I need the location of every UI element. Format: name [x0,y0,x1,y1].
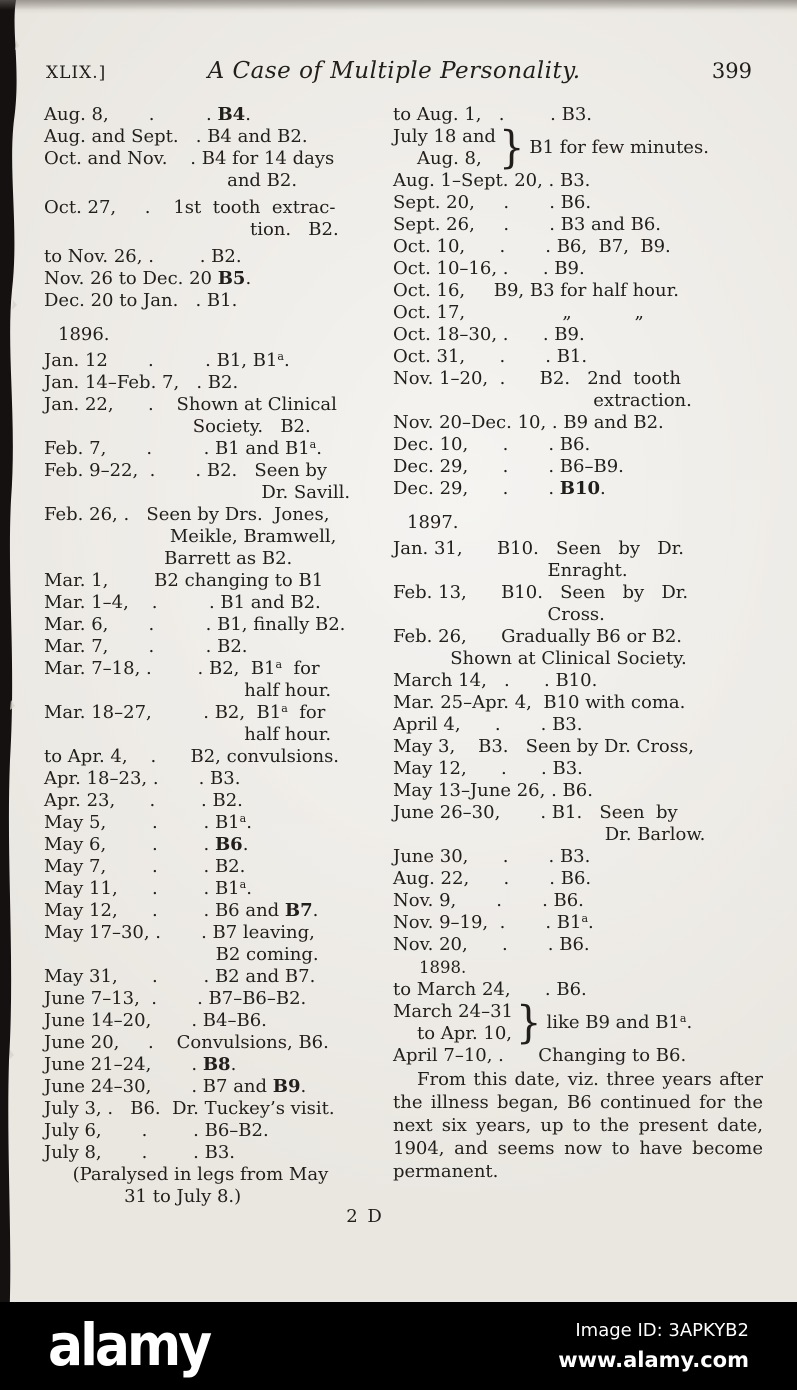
entry-line: June 26–30, . B1. Seen by [393,802,678,823]
entry-line: Society. B2. [44,416,311,437]
entry-line: to Aug. 1, . . B3. [393,104,593,125]
entry-line: Aug. and Sept. . B4 and B2. [44,126,308,147]
entry-line: half hour. [44,680,332,701]
braced-entry [393,997,777,1049]
entry-line: Oct. 10, . . B6, B7, B9. [393,236,671,257]
entry-line: Oct. 27, . 1st tooth extrac- [44,197,336,218]
entry-line: Oct. 31, . . B1. [393,346,588,367]
entry-line: Cross. [393,604,605,625]
entry-line: June 24–30, . B7 and B9. [44,1076,307,1097]
year-heading: 1896. [58,324,110,345]
entry-line: to Apr. 4, . B2, convulsions. [44,746,340,767]
entry-line: May 5, . . B1$^a$. [44,812,252,833]
page-title: A Case of Multiple Personality. [207,58,581,84]
entry-line: May 12, . . B6 and B7. [44,900,319,921]
entry-line: Feb. 13, B10. Seen by Dr. [393,582,689,603]
entry-line: Dr. Barlow. [393,824,706,845]
entry-line: extraction. [393,390,692,411]
entry-line: May 6, . . B6. [44,834,249,855]
entry-line: Aug. 1–Sept. 20, . B3. [393,170,591,191]
torn-edge-shape [0,0,40,1390]
entry-line: June 20, . Convulsions, B6. [44,1032,329,1053]
entry-line: Oct. 10–16, . . B9. [393,258,585,279]
entry-line: Dec. 29, . . B6–B9. [393,456,624,477]
entry-line: July 3, . B6. Dr. Tuckey’s visit. [44,1098,335,1119]
entry-line: May 13–June 26, . B6. [393,780,593,801]
brace-value: B1 for few minutes. [529,137,709,158]
entry-line: Apr. 23, . . B2. [44,790,243,811]
entry-line: B2 coming. [44,944,319,965]
scan-top-shadow [0,0,797,10]
entry-line: Mar. 25–Apr. 4, B10 with coma. [393,692,686,713]
entry-line: March 14, . . B10. [393,670,598,691]
entry-line: tion. B2. [44,219,339,240]
entry-line: Apr. 18–23, . . B3. [44,768,241,789]
entry-line: Jan. 12 . . B1, B1$^a$. [44,350,290,371]
entry-line: Mar. 18–27, . B2, B1$^a$ for [44,702,326,723]
entry-line: Jan. 14–Feb. 7, . B2. [44,372,239,393]
entry-line: Mar. 1, B2 changing to B1 [44,570,324,591]
entry-line: Oct. 18–30, . . B9. [393,324,585,345]
entry-line: Nov. 20–Dec. 10, . B9 and B2. [393,412,664,433]
watermark-meta [558,1320,749,1372]
left-column [44,104,392,1208]
entry-line: May 31, . . B2 and B7. [44,966,316,987]
year-heading: 1897. [407,512,459,533]
entry-line: Shown at Clinical Society. [393,648,687,669]
entry-line: Oct. 16, B9, B3 for half hour. [393,280,679,301]
entry-line: July 6, . . B6–B2. [44,1120,269,1141]
image-id-text: Image ID: 3APKYB2 [575,1320,749,1341]
brace-glyph: } [515,997,542,1049]
page-signature: 2 D [346,1206,384,1227]
entry-line: Feb. 7, . . B1 and B1$^a$. [44,438,322,459]
brace-value: like B9 and B1$^a$. [546,1012,693,1033]
entry-line: Aug. 8, . . B4. [44,104,251,125]
entry-line: June 7–13, . . B7–B6–B2. [44,988,307,1009]
entry-line: Mar. 7–18, . . B2, B1$^a$ for [44,658,320,679]
entry-line: to Nov. 26, . . B2. [44,246,242,267]
entry-line: Nov. 9, . . B6. [393,890,584,911]
entry-line: Dec. 20 to Jan. . B1. [44,290,238,311]
entry-line: Sept. 26, . . B3 and B6. [393,214,662,235]
entry-line: June 14–20, . B4–B6. [44,1010,267,1031]
right-column [393,104,777,1183]
entry-line: May 7, . . B2. [44,856,246,877]
alamy-logo: alamy [48,1312,210,1380]
year-heading: 1898. [419,958,467,977]
entry-line: April 4, . . B3. [393,714,583,735]
entry-line: Oct. 17, „ „ [393,302,644,323]
entry-line: Mar. 6, . . B1, finally B2. [44,614,346,635]
entry-line: Mar. 1–4, . . B1 and B2. [44,592,321,613]
entry-line: and B2. [44,170,298,191]
entry-line: Feb. 9–22, . . B2. Seen by [44,460,328,481]
entry-line: June 30, . . B3. [393,846,591,867]
entry-line: May 11, . . B1$^a$. [44,878,252,899]
entry-line: July 8, . . B3. [44,1142,236,1163]
watermark-bar [0,1302,797,1390]
entry-line: Meikle, Bramwell, [44,526,337,547]
entry-line: Nov. 1–20, . B2. 2nd tooth [393,368,681,389]
entry-line: Sept. 20, . . B6. [393,192,592,213]
entry-line: (Paralysed in legs from May [44,1164,329,1185]
entry-line: Enraght. [393,560,628,581]
entry-line: Jan. 22, . Shown at Clinical [44,394,337,415]
entry-line: Nov. 26 to Dec. 20 B5. [44,268,252,289]
closing-paragraph: From this date, viz. three years after the illness began, B6 continued for the next six years, up to the present date, 1904, and seems now to have become permanent. [393,1069,763,1182]
page-number: 399 [711,59,752,83]
entry-line: Feb. 26, . Seen by Drs. Jones, [44,504,330,525]
brace-glyph: } [498,122,525,174]
entry-line: half hour. [44,724,332,745]
entry-line: Barrett as B2. [44,548,293,569]
entry-line: Mar. 7, . . B2. [44,636,248,657]
braced-entry [393,122,777,174]
alamy-url-text: www.alamy.com [558,1348,749,1372]
entry-line: Dr. Savill. [44,482,351,503]
chapter-number: XLIX.] [46,63,107,83]
entry-line: Feb. 26, Gradually B6 or B2. [393,626,683,647]
entry-line: to March 24, . B6. [393,979,587,1000]
entry-line: Dec. 29, . . B10. [393,478,606,499]
entry-line: June 21–24, . B8. [44,1054,237,1075]
entry-line: April 7–10, . Changing to B6. [393,1045,687,1066]
entry-line: May 12, . . B3. [393,758,583,779]
entry-line: May 3, B3. Seen by Dr. Cross, [393,736,694,757]
entry-line: 31 to July 8.) [44,1186,242,1207]
entry-line: Dec. 10, . . B6. [393,434,591,455]
entry-line: May 17–30, . . B7 leaving, [44,922,315,943]
brace-dates: March 24–31 to Apr. 10, [393,1001,513,1044]
page-header [46,58,752,84]
entry-line: Aug. 22, . . B6. [393,868,592,889]
entry-line: Nov. 20, . . B6. [393,934,590,955]
entry-line: Nov. 9–19, . . B1$^a$. [393,912,594,933]
entry-line: Jan. 31, B10. Seen by Dr. [393,538,684,559]
brace-dates: July 18 and Aug. 8, [393,126,496,169]
entry-line: Oct. and Nov. . B4 for 14 days [44,148,335,169]
